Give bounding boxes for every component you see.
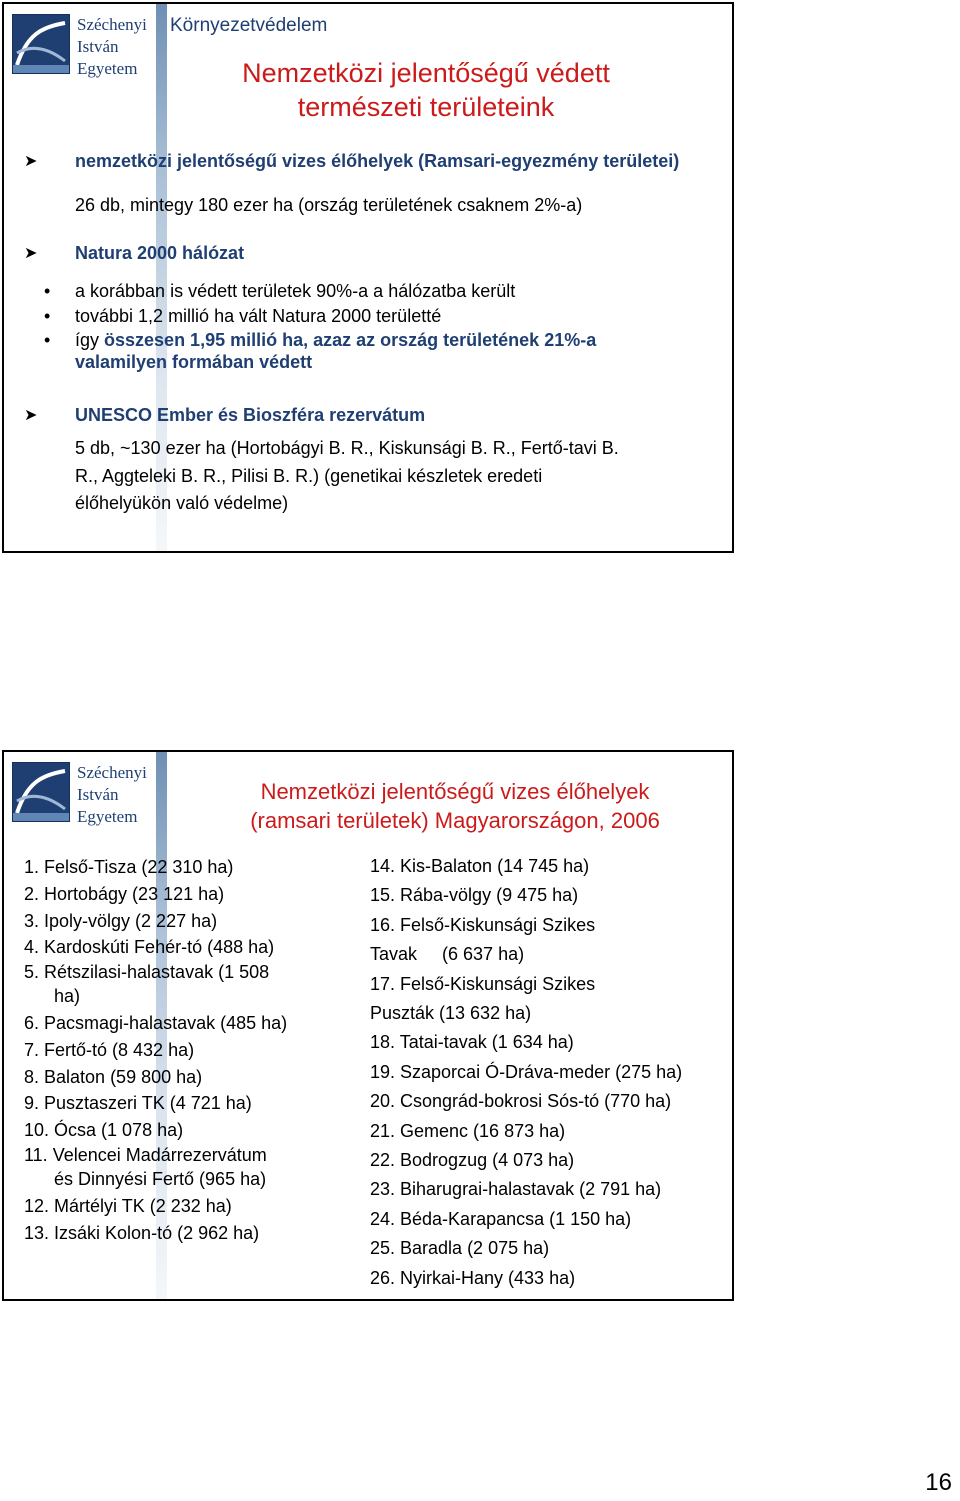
page-number: 16 [925,1469,952,1496]
list-item: 1. Felső-Tisza (22 310 ha) [24,857,234,877]
list-item-continuation: és Dinnyési Fertő (965 ha) [54,1168,267,1189]
list-item-continuation: Tavak (6 637 ha) [370,944,525,965]
university-name-line: Egyetem [77,59,138,78]
dot-bullet-icon: • [44,281,51,301]
list-item: 5. Rétszilasi-halastavak (1 508 [24,962,270,983]
item-detail: 26 db, mintegy 180 ezer ha (ország területének csaknem 2%-a) [75,195,583,215]
detail-line: élőhelyükön való védelme) [75,493,289,513]
bullet-item [44,280,694,302]
ramsar-list-left [24,854,287,1246]
list-item: 6. Pacsmagi-halastavak (485 ha) [24,1012,288,1033]
list-item: 20. Csongrád-bokrosi Sós-tó (770 ha) [370,1091,672,1112]
item-heading: nemzetközi jelentőségű vizes élőhelyek (Ramsari-egyezmény területei) [75,151,680,171]
list-item: 4. Kardoskúti Fehér-tó (488 ha) [24,937,275,958]
university-name [77,762,147,828]
university-logo [12,762,70,822]
university-name-line: István [77,785,119,804]
ramsar-list-right [370,852,682,1293]
university-name-line: Egyetem [77,807,138,826]
bullet-text [75,329,674,373]
bullet-item [44,329,674,373]
bullet-item [44,305,694,327]
slide-environmental-protected-areas [2,2,734,553]
list-item: 22. Bodrogzug (4 073 ha) [370,1150,575,1171]
list-item: 16. Felső-Kiskunsági Szikes [370,914,596,935]
arrow-bullet-icon: ➤ [24,407,38,424]
university-logo [12,14,70,74]
list-item: 23. Biharugrai-halastavak (2 791 ha) [370,1179,662,1200]
slide-ramsar-sites [2,750,734,1301]
list-item: 19. Szaporcai Ó-Dráva-meder (275 ha) [370,1061,683,1082]
item-heading: Natura 2000 hálózat [75,243,245,263]
item-detail [75,435,619,518]
list-item: 9. Pusztaszeri TK (4 721 ha) [24,1093,252,1114]
bullet-text: további 1,2 millió ha vált Natura 2000 területté [75,306,442,326]
list-item: 11. Velencei Madárrezervátum [24,1144,267,1165]
list-item: 21. Gemenc (16 873 ha) [370,1120,566,1141]
list-item: 25. Baradla (2 075 ha) [370,1238,550,1259]
list-item: 17. Felső-Kiskunsági Szikes [370,973,596,994]
arrow-bullet-icon: ➤ [24,153,38,170]
bullet-text: a korábban is védett területek 90%-a a hálózatba került [75,281,516,301]
title-line: Nemzetközi jelentőségű védett [242,58,610,88]
university-name [77,14,147,80]
university-name-line: Széchenyi [77,15,147,34]
list-item: 15. Rába-völgy (9 475 ha) [370,885,579,906]
list-item-ramsar [24,150,704,172]
list-item-unesco [24,404,704,426]
list-item-continuation: Puszták (13 632 ha) [370,1003,532,1024]
list-item-continuation: ha) [54,986,81,1007]
title-line: természeti területeink [297,92,555,122]
list-item: 3. Ipoly-völgy (2 227 ha) [24,910,218,931]
item-heading: UNESCO Ember és Bioszféra rezervátum [75,405,426,425]
bullet-text-emphasis: összesen 1,95 millió ha, azaz az ország területének 21%-a valamilyen formában védett [75,330,597,372]
title-line: (ramsari területek) Magyarországon, 2006 [250,808,660,833]
bullet-text-prefix: így [75,330,105,350]
list-item: 8. Balaton (59 800 ha) [24,1066,203,1087]
list-item: 10. Ócsa (1 078 ha) [24,1120,184,1141]
detail-line: 5 db, ~130 ezer ha (Hortobágyi B. R., Kiskunsági B. R., Fertő-tavi B. [75,438,619,458]
list-item: 14. Kis-Balaton (14 745 ha) [370,856,590,876]
title-line: Nemzetközi jelentőségű vizes élőhelyek [260,779,650,804]
list-item-natura2000 [24,242,704,264]
list-item: 7. Fertő-tó (8 432 ha) [24,1039,195,1060]
list-item: 13. Izsáki Kolon-tó (2 962 ha) [24,1222,260,1243]
list-item: 24. Béda-Karapancsa (1 150 ha) [370,1208,632,1229]
department-name: Környezetvédelem [170,15,328,36]
list-item: 26. Nyirkai-Hany (433 ha) [370,1267,576,1288]
slide-title [200,777,710,835]
detail-line: R., Aggteleki B. R., Pilisi B. R.) (genetikai készletek eredeti [75,465,543,486]
dot-bullet-icon: • [44,306,51,326]
list-item: 18. Tatai-tavak (1 634 ha) [370,1032,574,1053]
dot-bullet-icon: • [44,330,51,350]
arrow-bullet-icon: ➤ [24,245,38,262]
university-name-line: Széchenyi [77,763,147,782]
slide-title [226,56,626,124]
university-name-line: István [77,37,119,56]
list-item: 2. Hortobágy (23 121 ha) [24,883,225,904]
list-item: 12. Mártélyi TK (2 232 ha) [24,1195,232,1216]
